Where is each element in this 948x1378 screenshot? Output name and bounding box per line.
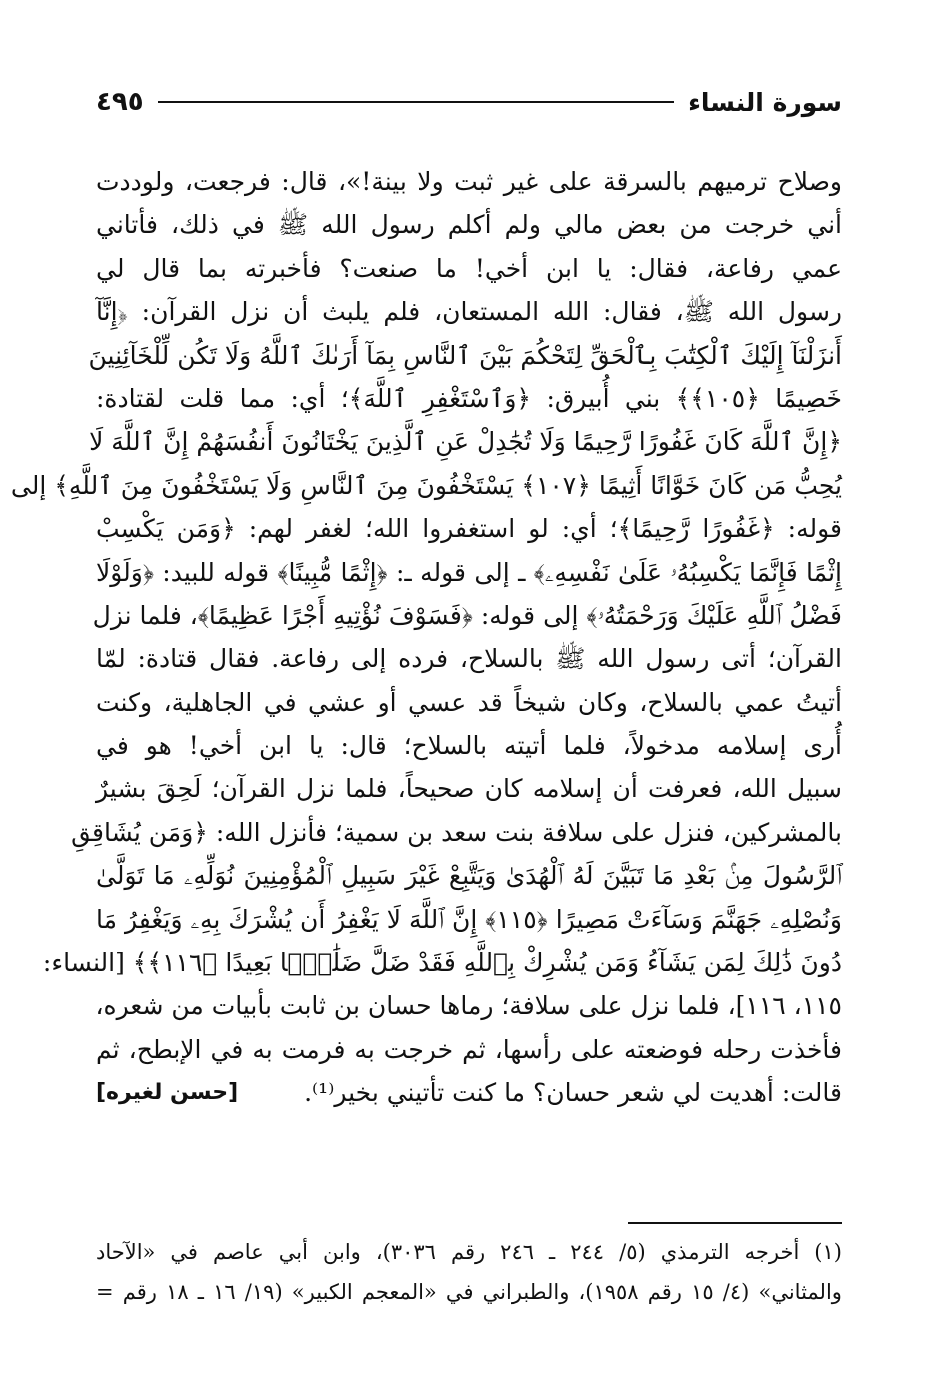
running-header <box>96 82 842 122</box>
text-line: أني خرجت من بعض مالي ولم أكلم رسول الله ﷺ في ذلك، فأتاني <box>96 210 842 240</box>
text-line: بالمشركين، فنزل على سلافة بنت سعد بن سمية؛ فأنزل الله: ﴿وَمَن يُشَاقِقِ <box>71 817 842 847</box>
text-line: ١١٥، ١١٦]، فلما نزل على سلافة؛ رماها حسان بن ثابت بأبيات من شعره، <box>95 991 842 1021</box>
text-line: ﴿إِنَّ ٱللَّهَ كَانَ غَفُورًا رَّحِيمًا وَلَا تُجَٰدِلْ عَنِ ٱلَّذِينَ يَخْتَانُونَ أَنفُسَهُمْ إِنَّ ٱللَّهَ لَا <box>89 427 842 457</box>
text-line: أتيتُ عمي بالسلاح، وكان شيخاً قد عسي أو عشي في الجاهلية، وكنت <box>96 687 842 717</box>
text-line-final <box>96 1071 842 1114</box>
text-line: وَنُصْلِهِۦ جَهَنَّمَ وَسَآءَتْ مَصِيرًا ﴿١١٥﴾ إِنَّ ٱللَّهَ لَا يَغْفِرُ أَن يُشْرَكَ بِهِۦ وَيَغْفِرُ مَا <box>96 904 842 934</box>
surah-title: سورة النساء <box>688 87 842 117</box>
text-line: دُونَ ذَٰلِكَ لِمَن يَشَآءُ وَمَن يُشْرِكْ بِٱللَّهِ فَقَدْ ضَلَّ ضَلَٰلًۢا بَعِيدًا ﴿١١٦﴾﴾ [النساء: <box>42 948 842 978</box>
text-line: فأخذت رحله فوضعته على رأسها، ثم خرجت به فرمت به في الإبطح، ثم <box>96 1034 842 1064</box>
text-line: أَنزَلْنَآ إِلَيْكَ ٱلْكِتَٰبَ بِٱلْحَقِّ لِتَحْكُمَ بَيْنَ ٱلنَّاسِ بِمَآ أَرَىٰكَ ٱللَّهُ وَلَا تَكُن لِّلْخَآئِنِينَ <box>88 340 842 370</box>
text-line: أُرى إسلامه مدخولاً، فلما أتيته بالسلاح؛ قال: يا ابن أخي! هو في <box>96 731 842 761</box>
footnote-line: والمثاني» (٤/ ١٥ رقم ١٩٥٨)، والطبراني في «المعجم الكبير» (١٩/ ١٦ ـ ١٨ رقم = <box>96 1280 842 1304</box>
text-line: القرآن؛ أتى رسول الله ﷺ بالسلاح، فرده إلى رفاعة. فقال قتادة: لمّا <box>96 644 842 674</box>
header-rule <box>158 101 675 103</box>
text-line: قوله: ﴿غَفُورًا رَّحِيمًا﴾؛ أي: لو استغفروا الله؛ لغفر لهم: ﴿وَمَن يَكْسِبْ <box>96 514 842 544</box>
hadith-grade: [حسن لغيره] <box>96 1080 239 1106</box>
text-line: وصلاح ترميهم بالسرقة على غير ثبت ولا بينة!»، قال: فرجعت، ولوددت <box>96 167 842 196</box>
final-sentence: قالت: أهديت لي شعر حسان؟ ما كنت تأتيني بخير⁽¹⁾. <box>304 1078 842 1108</box>
main-text <box>10 160 842 1115</box>
text-line: إِثْمًا فَإِنَّمَا يَكْسِبُهُۥ عَلَىٰ نَفْسِهِۦ﴾ ـ إلى قوله ـ: ﴿إِثْمًا مُّبِينًا﴾ قوله للبيد: ﴿وَلَوْلَا <box>96 557 842 587</box>
footnote-line: (١) أخرجه الترمذي (٥/ ٢٤٤ ـ ٢٤٦ رقم ٣٠٣٦)، وابن أبي عاصم في «الآحاد <box>96 1240 842 1264</box>
footnotes <box>96 1232 842 1312</box>
text-line: يُحِبُّ مَن كَانَ خَوَّانًا أَثِيمًا ﴿١٠٧﴾ يَسْتَخْفُونَ مِنَ ٱلنَّاسِ وَلَا يَسْتَخْفُونَ مِنَ ٱللَّهِ﴾ إلى <box>10 470 842 500</box>
footnote-separator <box>628 1222 842 1224</box>
text-line: رسول الله ﷺ، فقال: الله المستعان، فلم يلبث أن نزل القرآن: ﴿إِنَّآ <box>96 297 842 327</box>
text-line: فَضْلُ ٱللَّهِ عَلَيْكَ وَرَحْمَتُهُۥ﴾ إلى قوله: ﴿فَسَوْفَ نُؤْتِيهِ أَجْرًا عَظِيمًا﴾، فلما نزل <box>92 600 842 630</box>
text-line: ٱلرَّسُولَ مِنۢ بَعْدِ مَا تَبَيَّنَ لَهُ ٱلْهُدَىٰ وَيَتَّبِعْ غَيْرَ سَبِيلِ ٱلْمُؤْمِنِينَ نُوَلِّهِۦ مَا تَوَلَّىٰ <box>96 861 842 891</box>
text-line: عمي رفاعة، فقال: يا ابن أخي! ما صنعت؟ فأخبرته بما قال لي <box>96 253 842 283</box>
page-number: ٤٩٥ <box>96 87 144 117</box>
text-line: سبيل الله، فعرفت أن إسلامه كان صحيحاً، فلما نزل القرآن؛ لَحِقَ بشيرٌ <box>96 774 842 804</box>
text-line: خَصِيمًا ﴿١٠٥﴾﴾ بني أُبيرق: ﴿وَٱسْتَغْفِرِ ٱللَّهَ﴾؛ أي: مما قلت لقتادة: <box>96 383 842 413</box>
